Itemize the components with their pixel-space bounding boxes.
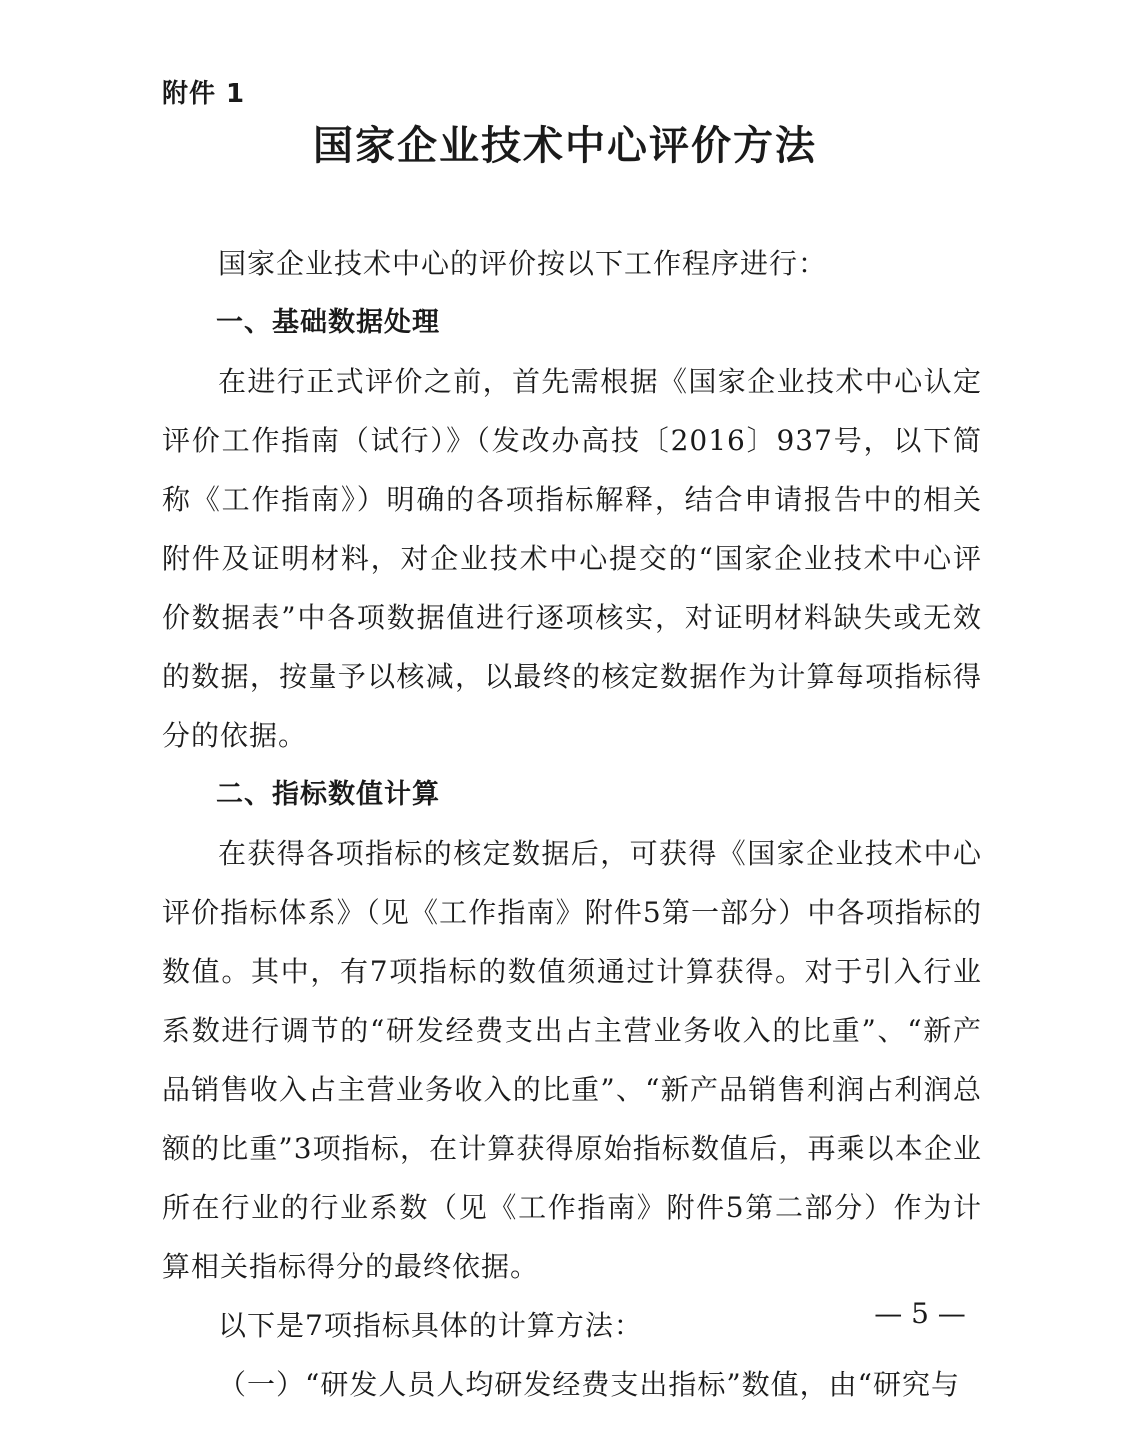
section-paragraph-indicator-calculation: 在获得各项指标的核定数据后，可获得《国家企业技术中心评价指标体系》（见《工作指南》附件5第一部分）中各项指标的数值。其中，有7项指标的数值须通过计算获得。对于引入行业系数进行调节的“研发经费支出占主营业务收入的比重”、“新产品销售收入占主营业务收入的比重”、“新产品销售利润占利润总额的比重”3项指标，在计算获得原始指标数值后，再乘以本企业所在行业的行业系数（见《工作指南》附件5第二部分）作为计算相关指标得分的最终依据。 [162,837,982,1283]
section-paragraph-basic-data: 在进行正式评价之前，首先需根据《国家企业技术中心认定评价工作指南（试行）》（发改办高技〔2016〕937号，以下简称《工作指南》）明确的各项指标解释，结合申请报告中的相关附件及证明材料，对企业技术中心提交的“国家企业技术中心评价数据表”中各项数据值进行逐项核实，对证明材料缺失或无效的数据，按量予以核减，以最终的核定数据作为计算每项指标得分的依据。 [162,365,982,752]
section-heading-indicator-calculation: 二、指标数值计算 [216,779,440,810]
section-heading-basic-data: 一、基础数据处理 [216,307,440,338]
method-item-1: （一）“研发人员人均研发经费支出指标”数值，由“研究与 [218,1368,960,1401]
page-title: 国家企业技术中心评价方法 [313,123,817,169]
page-number: — 5 — [874,1297,966,1330]
methods-intro-paragraph: 以下是7项指标具体的计算方法： [218,1309,643,1342]
intro-paragraph: 国家企业技术中心的评价按以下工作程序进行： [218,247,828,280]
attachment-label: 附件 1 [162,79,246,109]
document-body [162,234,982,1414]
